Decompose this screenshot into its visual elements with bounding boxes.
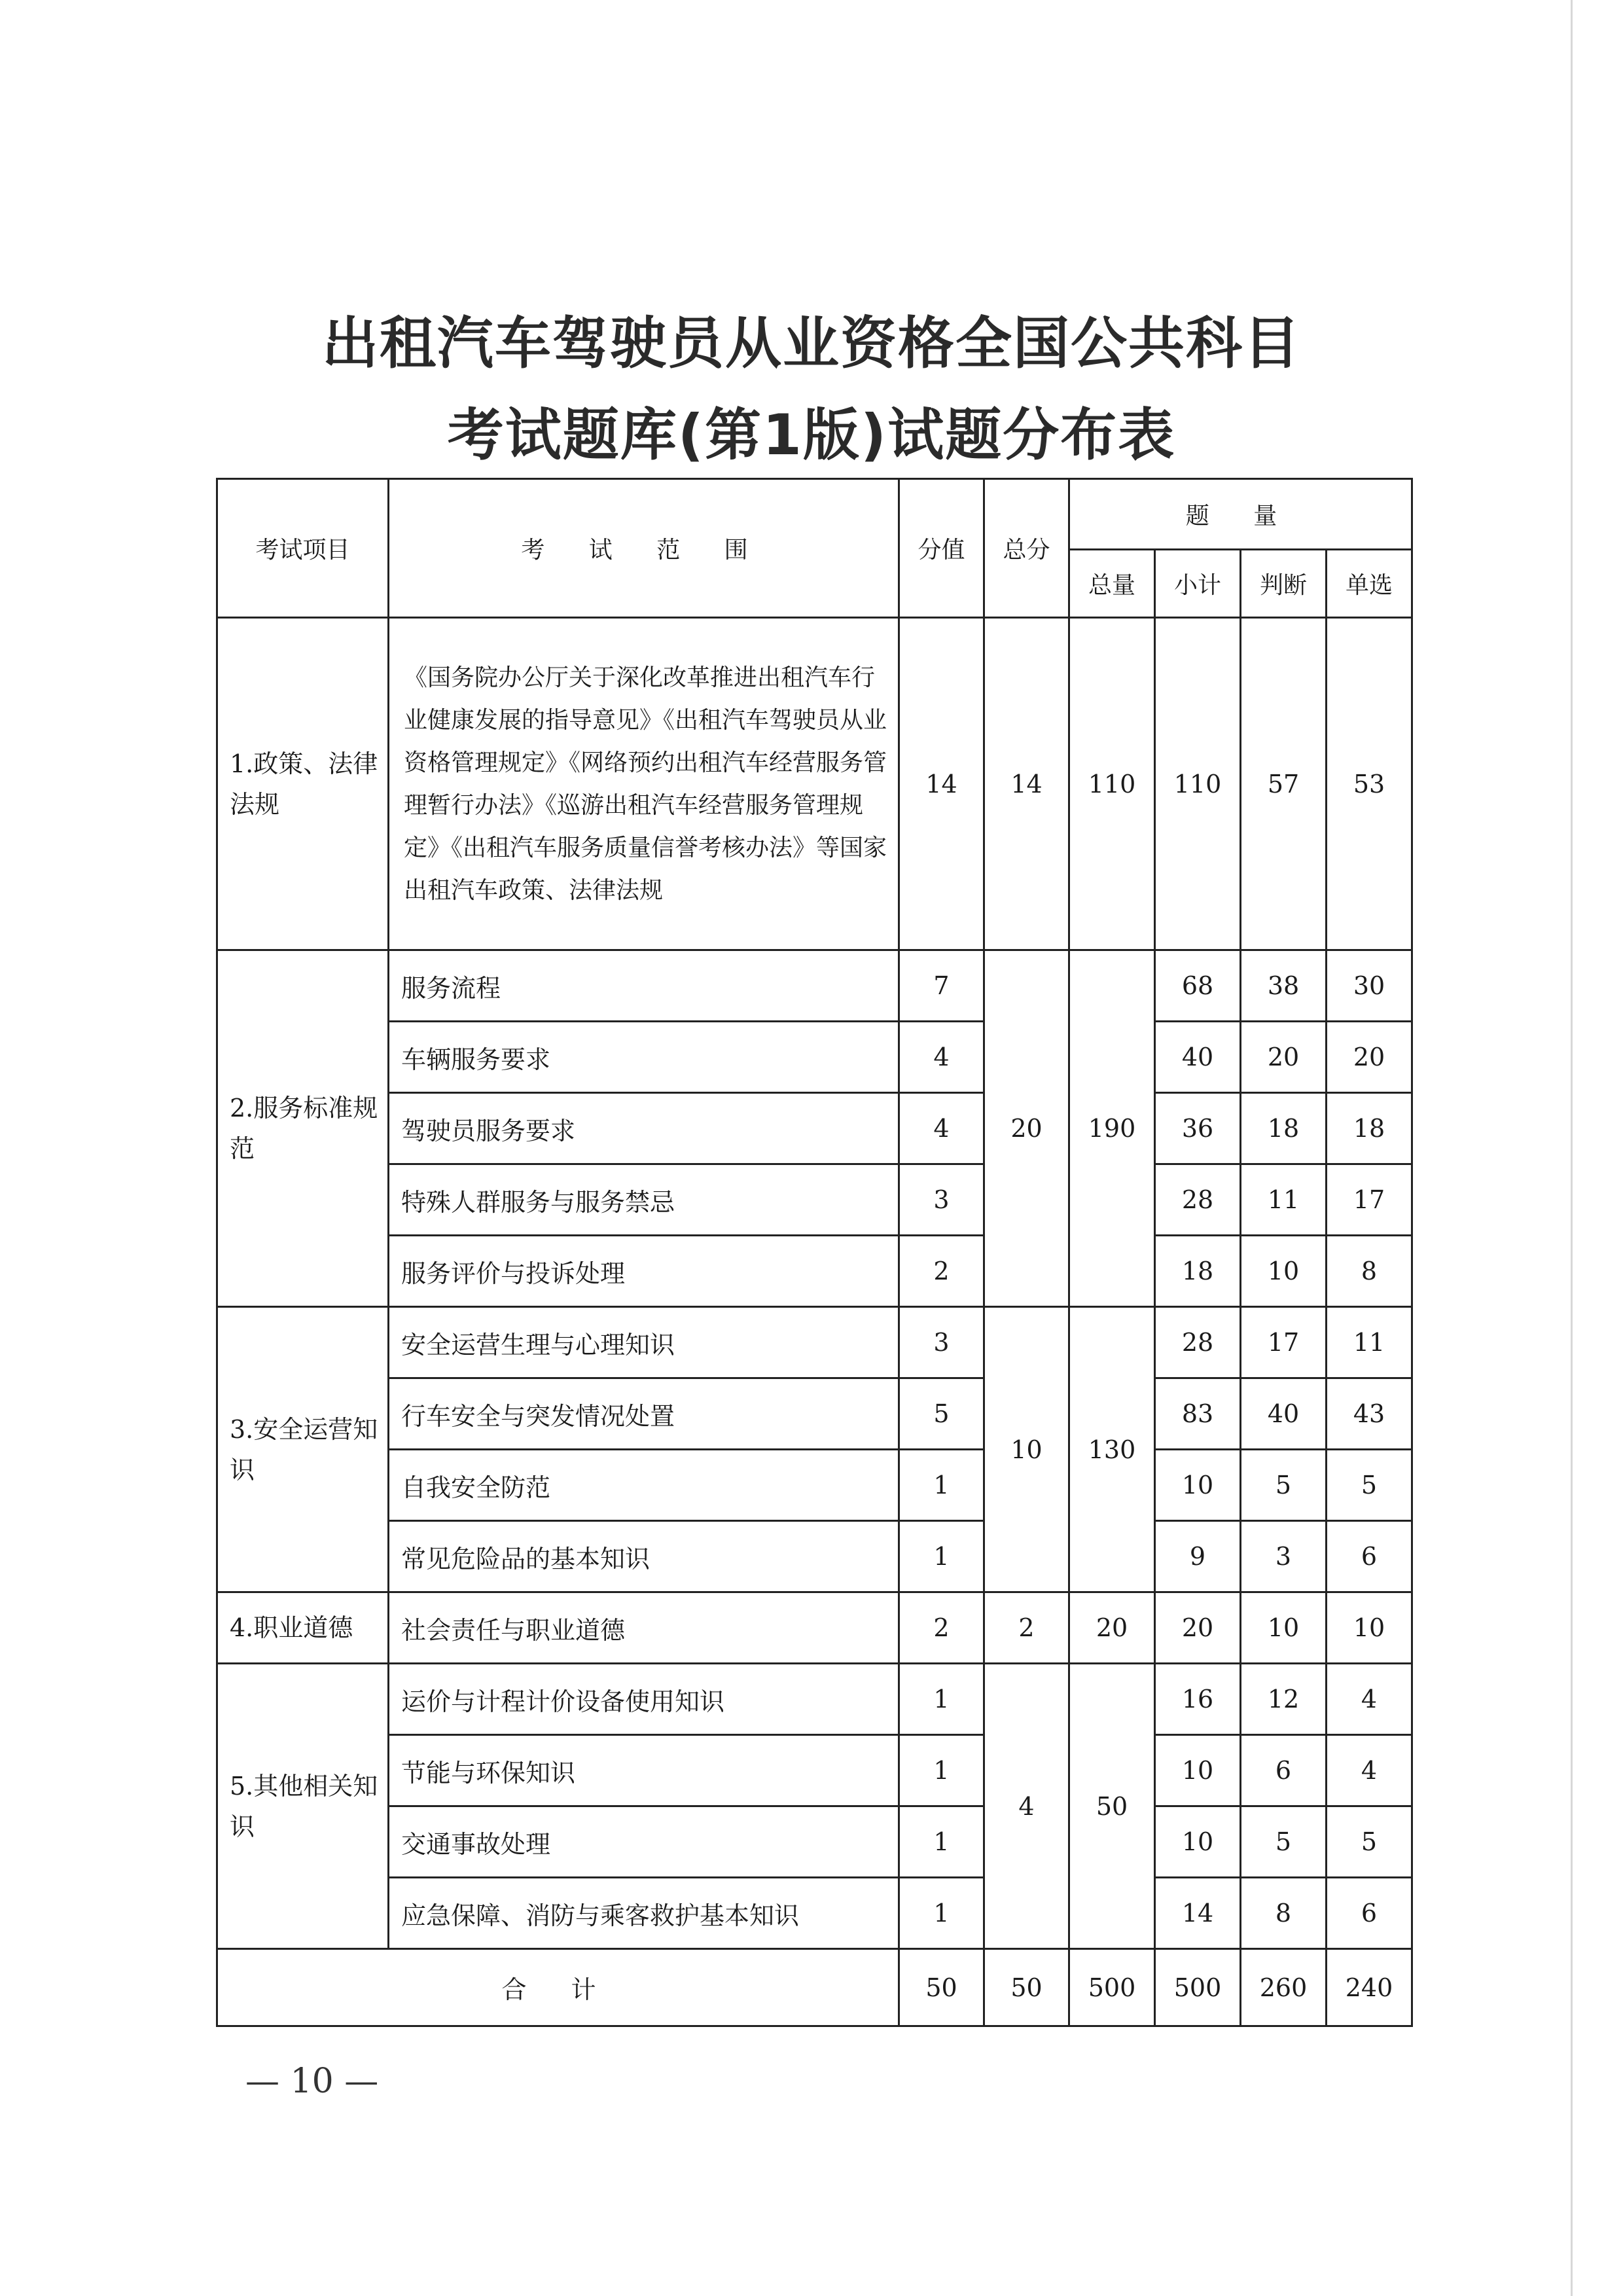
- single-cell: 5: [1327, 1450, 1412, 1521]
- subtotal-cell: 83: [1155, 1378, 1241, 1450]
- subtotal-cell: 20: [1155, 1592, 1241, 1664]
- header-item: 考试项目: [217, 479, 389, 618]
- section-item: 1.政策、法律法规: [217, 618, 389, 950]
- single-cell: 4: [1327, 1735, 1412, 1806]
- score-cell: 14: [899, 618, 984, 950]
- judge-cell: 8: [1241, 1878, 1327, 1949]
- section-total-count: 110: [1069, 618, 1155, 950]
- judge-cell: 17: [1241, 1307, 1327, 1378]
- subtotal-cell: 9: [1155, 1521, 1241, 1592]
- subtotal-cell: 68: [1155, 950, 1241, 1022]
- single-cell: 6: [1327, 1878, 1412, 1949]
- table-row: [217, 1450, 1412, 1521]
- judge-cell: 20: [1241, 1022, 1327, 1093]
- section-total-count: 50: [1069, 1664, 1155, 1949]
- table-row: [217, 1878, 1412, 1949]
- header-scope: 考 试 范 围: [389, 479, 899, 618]
- total-judge: 260: [1241, 1949, 1327, 2026]
- single-cell: 4: [1327, 1664, 1412, 1735]
- header-quantity: 题 量: [1069, 479, 1412, 550]
- single-cell: 43: [1327, 1378, 1412, 1450]
- score-cell: 3: [899, 1307, 984, 1378]
- section-total-score: 14: [984, 618, 1069, 950]
- exam-scope: 驾驶员服务要求: [389, 1093, 899, 1164]
- score-cell: 3: [899, 1164, 984, 1236]
- total-subtotal: 500: [1155, 1949, 1241, 2026]
- single-cell: 6: [1327, 1521, 1412, 1592]
- header-single: 单选: [1327, 550, 1412, 618]
- judge-cell: 3: [1241, 1521, 1327, 1592]
- single-cell: 53: [1327, 618, 1412, 950]
- section-total-count: 190: [1069, 950, 1155, 1307]
- table-row: [217, 1307, 1412, 1378]
- score-cell: 1: [899, 1450, 984, 1521]
- table-row: [217, 1592, 1412, 1664]
- judge-cell: 10: [1241, 1236, 1327, 1307]
- single-cell: 10: [1327, 1592, 1412, 1664]
- score-cell: 7: [899, 950, 984, 1022]
- score-cell: 2: [899, 1236, 984, 1307]
- score-cell: 1: [899, 1878, 984, 1949]
- score-cell: 1: [899, 1735, 984, 1806]
- judge-cell: 40: [1241, 1378, 1327, 1450]
- table-body: [217, 618, 1412, 1949]
- exam-scope: 行车安全与突发情况处置: [389, 1378, 899, 1450]
- table-row: [217, 1806, 1412, 1878]
- subtotal-cell: 28: [1155, 1307, 1241, 1378]
- single-cell: 30: [1327, 950, 1412, 1022]
- header-total-score: 总分: [984, 479, 1069, 618]
- total-score: 50: [899, 1949, 984, 2026]
- title-line-2: 考试题库(第1版)试题分布表: [447, 403, 1176, 468]
- exam-scope: 车辆服务要求: [389, 1022, 899, 1093]
- header-score: 分值: [899, 479, 984, 618]
- score-cell: 2: [899, 1592, 984, 1664]
- subtotal-cell: 10: [1155, 1735, 1241, 1806]
- section-item: 5.其他相关知识: [217, 1664, 389, 1949]
- section-total-count: 130: [1069, 1307, 1155, 1592]
- single-cell: 18: [1327, 1093, 1412, 1164]
- score-cell: 1: [899, 1521, 984, 1592]
- table-row: [217, 1664, 1412, 1735]
- total-label: 合 计: [217, 1949, 899, 2026]
- score-cell: 4: [899, 1093, 984, 1164]
- page-title: [0, 298, 1623, 481]
- subtotal-cell: 18: [1155, 1236, 1241, 1307]
- subtotal-cell: 28: [1155, 1164, 1241, 1236]
- judge-cell: 12: [1241, 1664, 1327, 1735]
- section-total-score: 20: [984, 950, 1069, 1307]
- header-subtotal: 小计: [1155, 550, 1241, 618]
- judge-cell: 18: [1241, 1093, 1327, 1164]
- exam-scope: 自我安全防范: [389, 1450, 899, 1521]
- table-row: [217, 1022, 1412, 1093]
- score-cell: 5: [899, 1378, 984, 1450]
- judge-cell: 5: [1241, 1450, 1327, 1521]
- section-total-score: 10: [984, 1307, 1069, 1592]
- total-row: [217, 1949, 1412, 2026]
- single-cell: 11: [1327, 1307, 1412, 1378]
- exam-scope: 运价与计程计价设备使用知识: [389, 1664, 899, 1735]
- section-total-count: 20: [1069, 1592, 1155, 1664]
- section-item: 4.职业道德: [217, 1592, 389, 1664]
- section-item: 3.安全运营知识: [217, 1307, 389, 1592]
- table-row: [217, 1735, 1412, 1806]
- single-cell: 17: [1327, 1164, 1412, 1236]
- section-total-score: 2: [984, 1592, 1069, 1664]
- table-row: [217, 1378, 1412, 1450]
- subtotal-cell: 110: [1155, 618, 1241, 950]
- table-row: [217, 950, 1412, 1022]
- subtotal-cell: 36: [1155, 1093, 1241, 1164]
- table-row: [217, 1236, 1412, 1307]
- judge-cell: 11: [1241, 1164, 1327, 1236]
- section-item: 2.服务标准规范: [217, 950, 389, 1307]
- single-cell: 5: [1327, 1806, 1412, 1878]
- total-total-count: 500: [1069, 1949, 1155, 2026]
- score-cell: 1: [899, 1664, 984, 1735]
- exam-scope: 节能与环保知识: [389, 1735, 899, 1806]
- total-single: 240: [1327, 1949, 1412, 2026]
- total-total-score: 50: [984, 1949, 1069, 2026]
- subtotal-cell: 40: [1155, 1022, 1241, 1093]
- score-cell: 4: [899, 1022, 984, 1093]
- title-line-1: 出租汽车驾驶员从业资格全国公共科目: [322, 311, 1301, 376]
- distribution-table: [216, 478, 1413, 2027]
- exam-scope: 应急保障、消防与乘客救护基本知识: [389, 1878, 899, 1949]
- exam-scope: 服务流程: [389, 950, 899, 1022]
- header-judge: 判断: [1241, 550, 1327, 618]
- judge-cell: 57: [1241, 618, 1327, 950]
- table-row: [217, 1093, 1412, 1164]
- header-total-count: 总量: [1069, 550, 1155, 618]
- judge-cell: 6: [1241, 1735, 1327, 1806]
- table-row: [217, 618, 1412, 950]
- exam-scope: 服务评价与投诉处理: [389, 1236, 899, 1307]
- subtotal-cell: 14: [1155, 1878, 1241, 1949]
- section-total-score: 4: [984, 1664, 1069, 1949]
- page-number: — 10 —: [245, 2062, 379, 2101]
- exam-scope: 社会责任与职业道德: [389, 1592, 899, 1664]
- exam-scope: 常见危险品的基本知识: [389, 1521, 899, 1592]
- single-cell: 20: [1327, 1022, 1412, 1093]
- subtotal-cell: 16: [1155, 1664, 1241, 1735]
- table-row: [217, 1521, 1412, 1592]
- score-cell: 1: [899, 1806, 984, 1878]
- exam-scope: 交通事故处理: [389, 1806, 899, 1878]
- exam-scope: 安全运营生理与心理知识: [389, 1307, 899, 1378]
- single-cell: 8: [1327, 1236, 1412, 1307]
- judge-cell: 10: [1241, 1592, 1327, 1664]
- judge-cell: 5: [1241, 1806, 1327, 1878]
- judge-cell: 38: [1241, 950, 1327, 1022]
- table-row: [217, 1164, 1412, 1236]
- subtotal-cell: 10: [1155, 1450, 1241, 1521]
- subtotal-cell: 10: [1155, 1806, 1241, 1878]
- exam-scope: 《国务院办公厅关于深化改革推进出租汽车行业健康发展的指导意见》《出租汽车驾驶员从业资格管理规定》《网络预约出租汽车经营服务管理暂行办法》《巡游出租汽车经营服务管理规定》《出租汽车服务质量信誉考核办法》等国家出租汽车政策、法律法规: [389, 618, 899, 950]
- exam-scope: 特殊人群服务与服务禁忌: [389, 1164, 899, 1236]
